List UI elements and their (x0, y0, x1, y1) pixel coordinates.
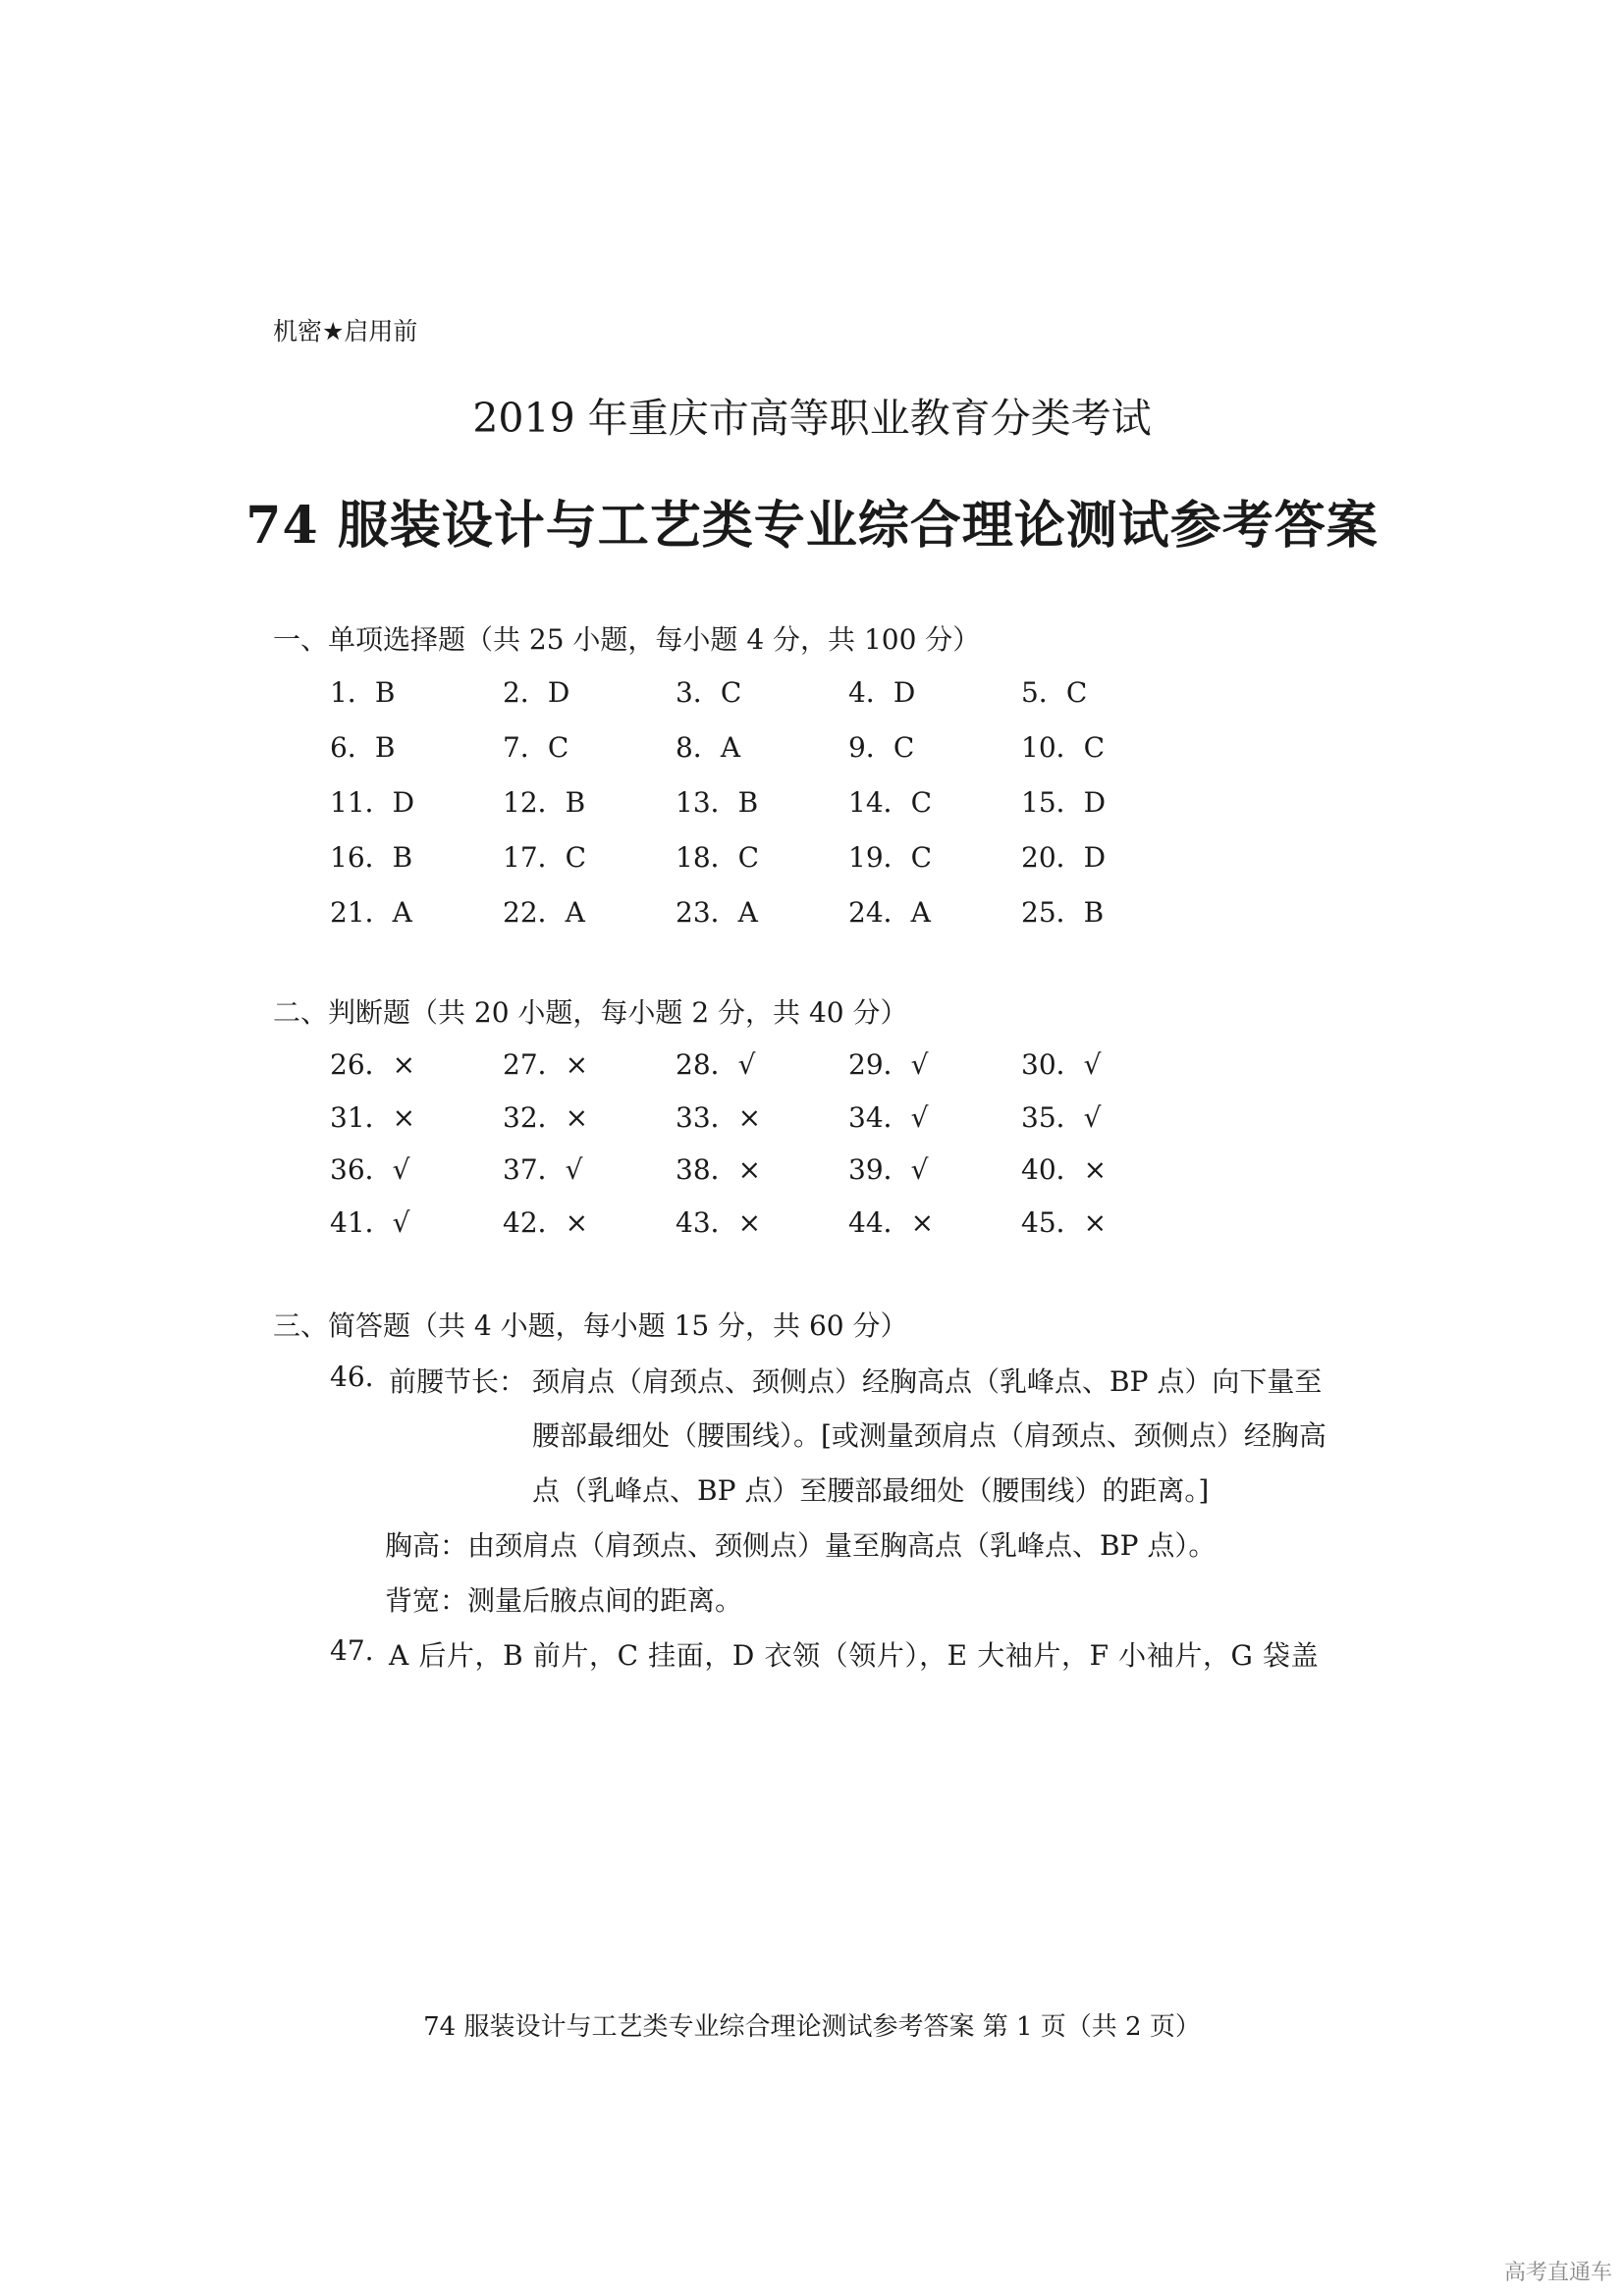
answer-item: 19．C (848, 841, 933, 874)
answer-item: 43．× (676, 1205, 762, 1239)
answer-item: 40．× (1021, 1153, 1108, 1186)
answer-item: 32．× (503, 1100, 589, 1134)
answer-item: 23．A (676, 896, 758, 929)
answer-item: 18．C (676, 841, 760, 874)
answer-item: 20．D (1021, 841, 1107, 874)
exam-title: 2019 年重庆市高等职业教育分类考试 (472, 395, 1152, 442)
answer-item: 39．√ (848, 1153, 929, 1186)
answer-item: 10．C (1021, 731, 1106, 764)
answer-item: 42．× (503, 1205, 589, 1239)
answer-key-title: 74 服装设计与工艺类专业综合理论测试参考答案 (245, 496, 1379, 556)
answer-item: 3．C (676, 676, 742, 709)
q47-answer: A 后片，B 前片，C 挂面，D 衣领（领片），E 大袖片，F 小袖片，G 袋盖 (389, 1639, 1320, 1672)
answer-item: 13．B (676, 786, 759, 819)
answer-item: 15．D (1021, 786, 1107, 819)
answer-item: 28．√ (676, 1048, 756, 1081)
answer-item: 14．C (848, 786, 933, 819)
answer-item: 41．√ (330, 1205, 410, 1239)
q46-line3: 点（乳峰点、BP 点）至腰部最细处（腰围线）的距离。] (532, 1474, 1210, 1507)
answer-item: 31．× (330, 1100, 416, 1134)
answer-item: 34．√ (848, 1100, 929, 1134)
answer-item: 36．√ (330, 1153, 410, 1186)
answer-item: 37．√ (503, 1153, 583, 1186)
answer-item: 9．C (848, 731, 915, 764)
section3-heading: 三、简答题（共 4 小题，每小题 15 分，共 60 分） (273, 1309, 908, 1342)
answer-item: 7．C (503, 731, 569, 764)
q46-line1: 颈肩点（肩颈点、颈侧点）经胸高点（乳峰点、BP 点）向下量至 (532, 1365, 1323, 1398)
answer-item: 16．B (330, 841, 413, 874)
answer-item: 12．B (503, 786, 586, 819)
q46-chest: 胸高：由颈肩点（肩颈点、颈侧点）量至胸高点（乳峰点、BP 点）。 (385, 1529, 1217, 1562)
answer-item: 26．× (330, 1048, 416, 1081)
answer-item: 38．× (676, 1153, 762, 1186)
answer-item: 8．A (676, 731, 741, 764)
watermark: 高考直通车 (1503, 2261, 1612, 2285)
answer-item: 1．B (330, 676, 396, 709)
answer-item: 17．C (503, 841, 587, 874)
q47-number: 47. (330, 1634, 374, 1667)
answer-item: 22．A (503, 896, 585, 929)
answer-item: 21．A (330, 896, 412, 929)
section2-heading: 二、判断题（共 20 小题，每小题 2 分，共 40 分） (273, 996, 908, 1029)
answer-item: 29．√ (848, 1048, 929, 1081)
answer-item: 11．D (330, 786, 415, 819)
q46-back: 背宽：测量后腋点间的距离。 (385, 1584, 743, 1617)
answer-item: 30．√ (1021, 1048, 1102, 1081)
answer-item: 24．A (848, 896, 931, 929)
answer-item: 25．B (1021, 896, 1105, 929)
confidential-label: 机密★启用前 (273, 317, 418, 346)
page-footer: 74 服装设计与工艺类专业综合理论测试参考答案 第 1 页（共 2 页） (423, 2012, 1201, 2042)
q46-term: 前腰节长： (389, 1365, 527, 1398)
answer-item: 2．D (503, 676, 570, 709)
q46-number: 46. (330, 1361, 374, 1393)
answer-item: 33．× (676, 1100, 762, 1134)
answer-item: 35．√ (1021, 1100, 1102, 1134)
section1-heading: 一、单项选择题（共 25 小题，每小题 4 分，共 100 分） (273, 623, 981, 656)
answer-item: 5．C (1021, 676, 1088, 709)
answer-item: 45．× (1021, 1205, 1108, 1239)
q46-line2: 腰部最细处（腰围线）。[或测量颈肩点（肩颈点、颈侧点）经胸高 (532, 1419, 1326, 1452)
answer-item: 27．× (503, 1048, 589, 1081)
answer-item: 4．D (848, 676, 916, 709)
answer-item: 6．B (330, 731, 396, 764)
answer-item: 44．× (848, 1205, 935, 1239)
